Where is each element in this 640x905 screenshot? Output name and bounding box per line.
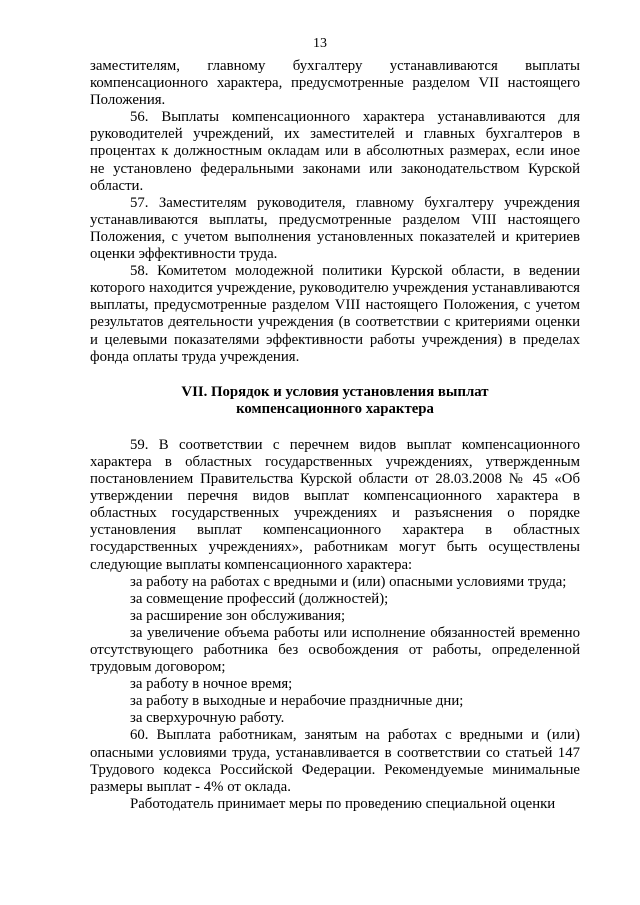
paragraph-continued: заместителям, главному бухгалтеру устанавливаются выплаты компенсационного характера, предусмотренные разделом VII настоящего Положения. [90,58,580,109]
section-heading [90,384,580,418]
list-item: за совмещение профессий (должностей); [130,590,389,607]
list-item: за работу в выходные и нерабочие праздничные дни; [130,693,464,710]
page-number: 13 [313,36,327,51]
list-item: за работу в ночное время; [130,676,293,693]
paragraph-59: 59. В соответствии с перечнем видов выплат компенсационного характера в областных государственных учреждениях, утвержденным постановлением Правительства Курской области от 28.03.2008 № 45 «Об утверждении перечня видов выплат компенсационного характера в областных государственных учреждениях и разъяснения о порядке установления выплат компенсационного характера в областных государственных учреждениях», работникам могут быть осуществлены следующие выплаты компенсационного характера: [90,436,580,573]
paragraph-58: 58. Комитетом молодежной политики Курской области, в ведении которого находится учреждение, руководителю учреждения устанавливаются выплаты, предусмотренные разделом VIII настоящего Положения, с учетом результатов деятельности учреждения (в соответствии с критериями оценки и целевыми показателями эффективности работы учреждения) в пределах фонда оплаты труда учреждения. [90,263,580,365]
list-item: за увеличение объема работы или исполнение обязанностей временно отсутствующего работника без освобождения от работы, определенной трудовым договором; [90,624,580,676]
list-item: за сверхурочную работу. [130,710,285,727]
list-item: за расширение зон обслуживания; [130,607,346,624]
section-heading-line1: VII. Порядок и условия установления выплат [181,383,489,400]
paragraph-56: 56. Выплаты компенсационного характера устанавливаются для руководителей учреждений, их заместителей и главных бухгалтеров в процентах к должностным окладам или в абсолютных размерах, если иное не установлено федеральными законами или законодательством Курской области. [90,109,580,194]
paragraph-57: 57. Заместителям руководителя, главному бухгалтеру учреждения устанавливаются выплаты, предусмотренные разделом VIII настоящего Положения, с учетом выполнения установленных показателей и критериев оценки эффективности труда. [90,194,580,263]
section-heading-line2: компенсационного характера [236,400,434,417]
document-body [90,58,580,813]
list-item: за работу на работах с вредными и (или) опасными условиями труда; [130,573,567,590]
paragraph-last: Работодатель принимает меры по проведению специальной оценки [130,795,556,812]
paragraph-60: 60. Выплата работникам, занятым на работах с вредными и (или) опасными условиями труда, устанавливается в соответствии со статьей 147 Трудового кодекса Российской Федерации. Рекомендуемые минимальные размеры выплат - 4% от оклада. [90,727,580,795]
